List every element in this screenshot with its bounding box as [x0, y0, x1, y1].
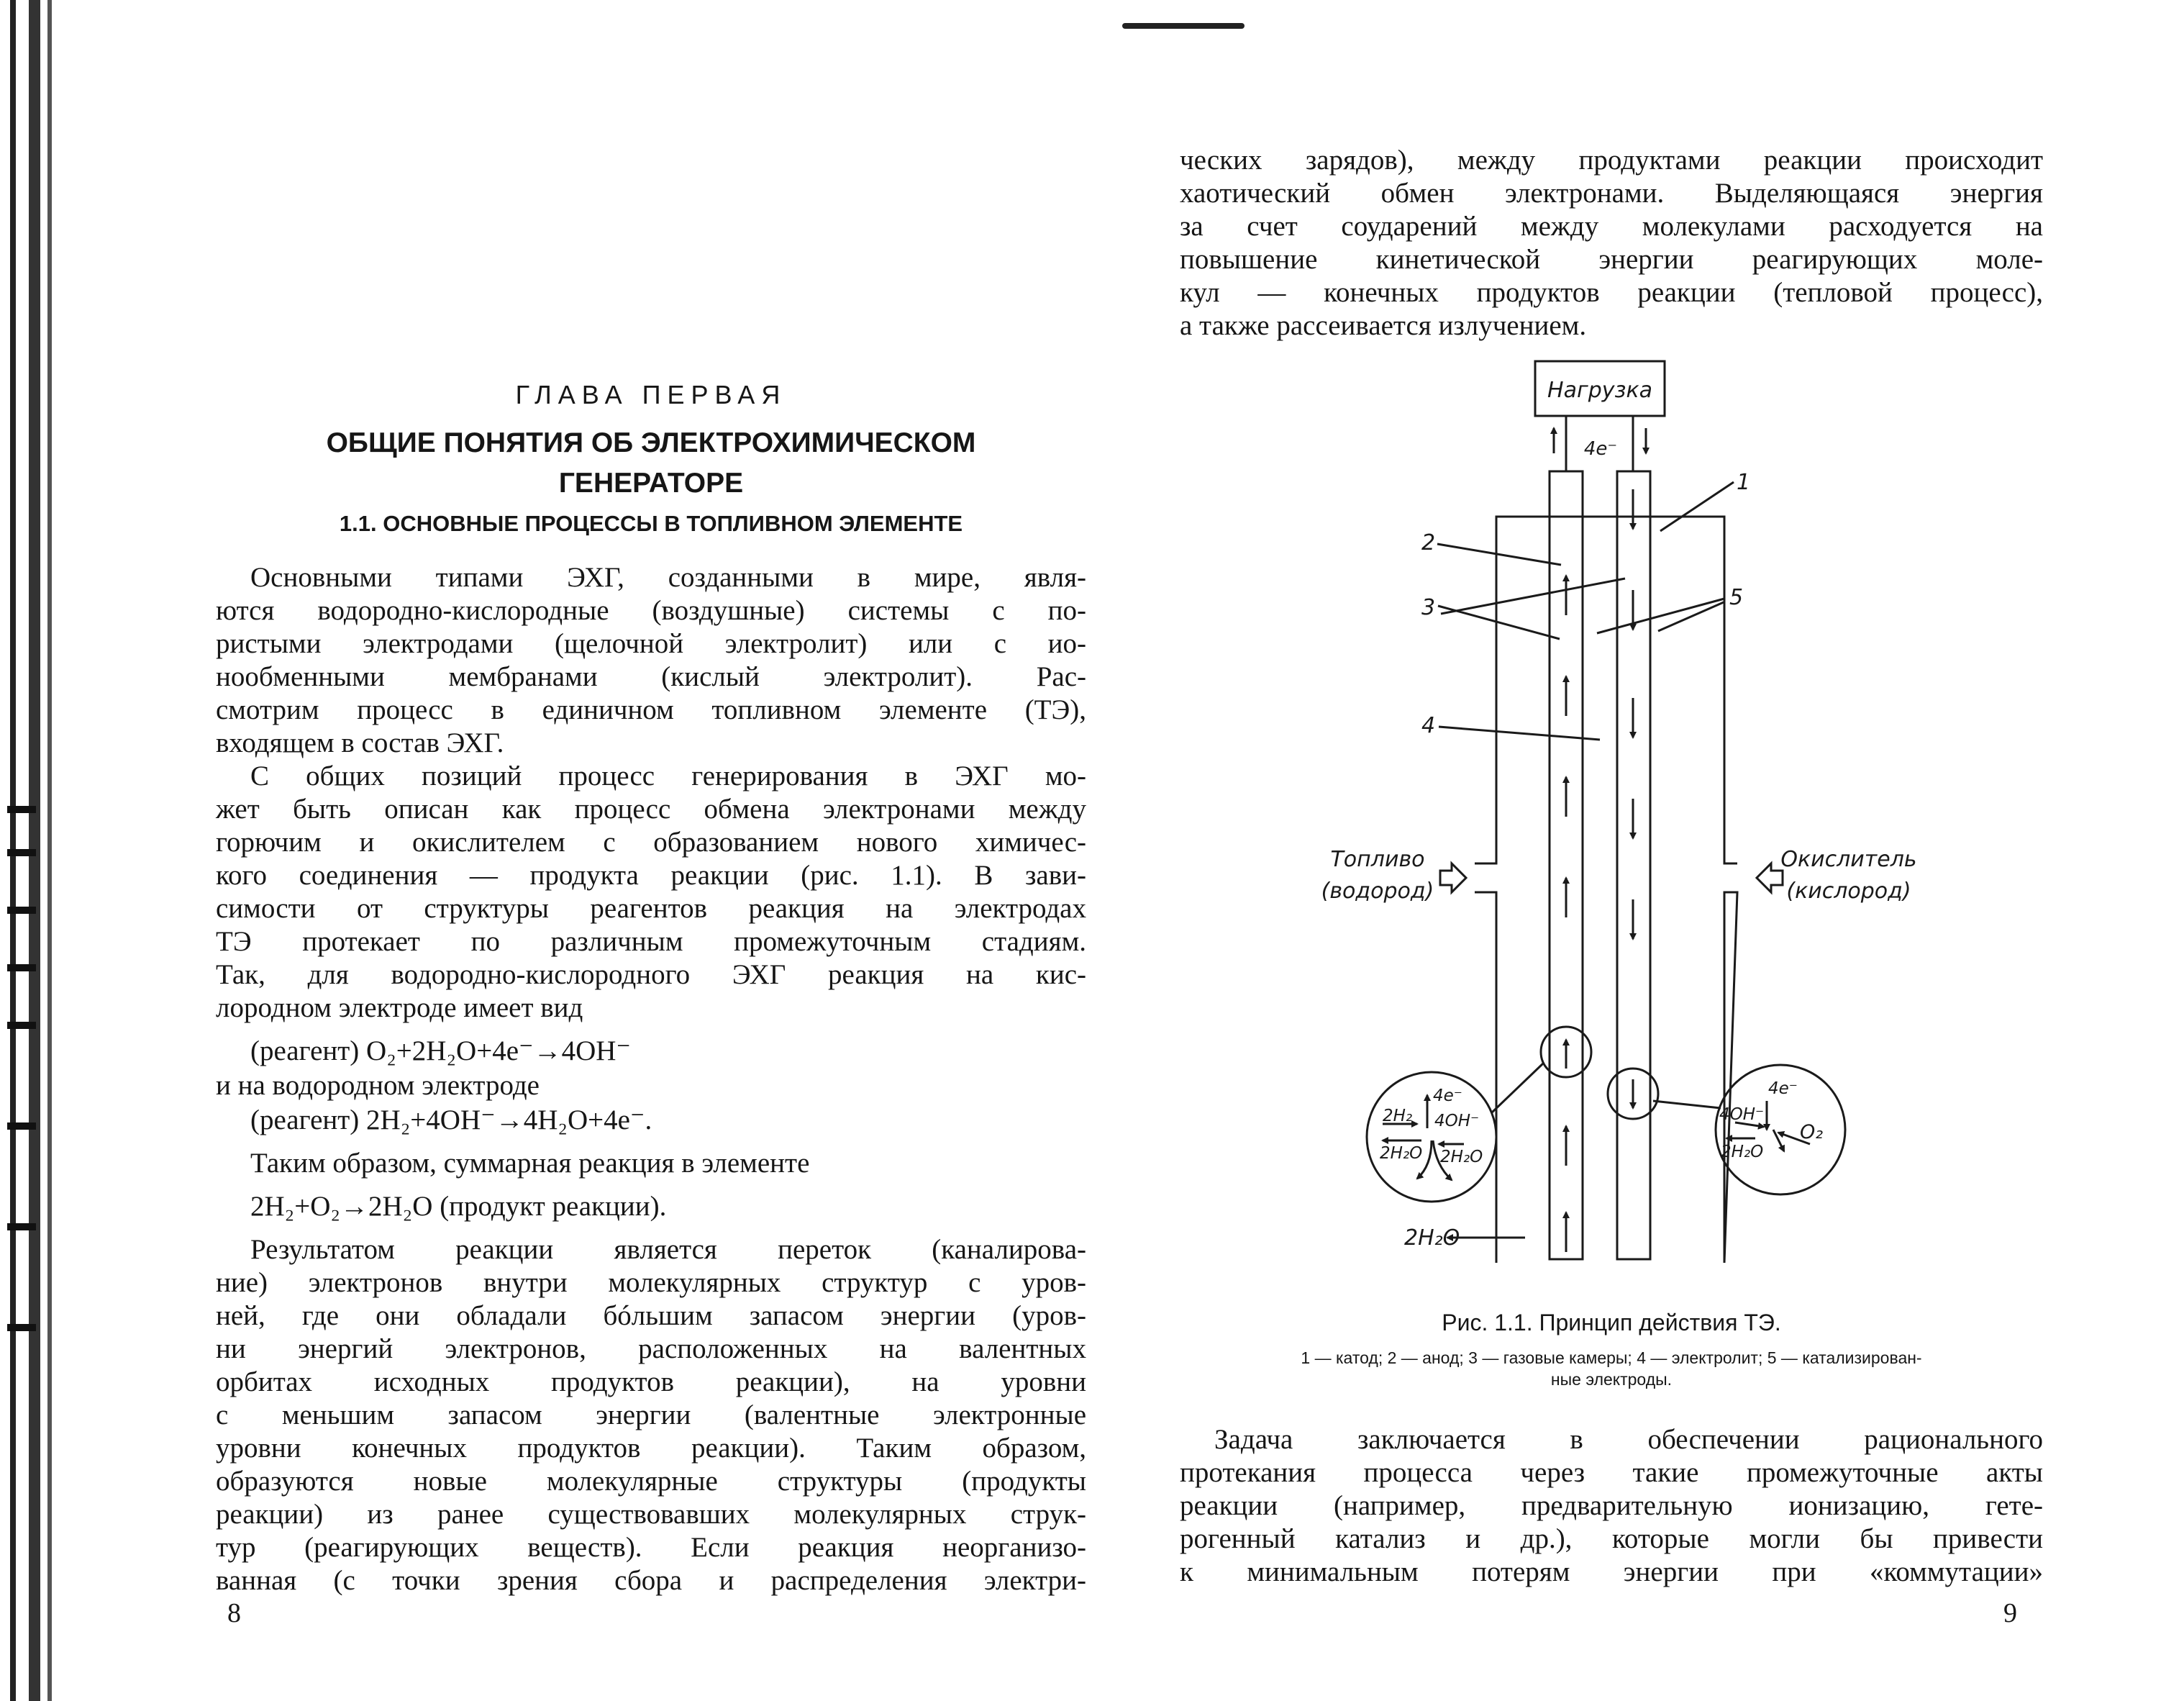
right-detail-label: O₂ — [1800, 1121, 1824, 1143]
text-line: ванная (с точки зрения сбора и распределения электри- — [216, 1565, 1086, 1596]
text-line: Задача заключается в обеспечении рационального — [1214, 1424, 2043, 1455]
text-line: симости от структуры реагентов реакция на электродах — [216, 893, 1086, 924]
left-detail-label: 4OH⁻ — [1434, 1112, 1480, 1130]
callout-number: 4 — [1421, 713, 1436, 738]
text-line: кул — конечных продуктов реакции (тепловой процесс), — [1180, 277, 2043, 308]
binding-mark — [7, 907, 36, 914]
text-line: протекания процесса через такие промежуточные акты — [1180, 1457, 2043, 1488]
text-line: входящем в состав ЭХГ. — [216, 727, 504, 758]
left-detail-label: 2H₂O — [1380, 1144, 1423, 1163]
figure-legend — [1180, 1347, 2043, 1390]
text-line: ческих зарядов), между продуктами реакции происходит — [1180, 145, 2043, 176]
binding-mark — [7, 849, 36, 856]
right-detail-label: 4e⁻ — [1768, 1079, 1798, 1098]
text-line: ТЭ протекает по различным промежуточным стадиям. — [216, 926, 1086, 957]
water-out-label: 2H₂O — [1404, 1225, 1460, 1251]
right-page — [1180, 0, 2043, 1701]
callout-number: 5 — [1729, 585, 1744, 610]
left-page — [216, 0, 1086, 1701]
fuel-label: Топливо — [1330, 847, 1425, 872]
text-line: образуются новые молекулярные структуры (продукты — [216, 1466, 1086, 1497]
chapter-number: ГЛАВА ПЕРВАЯ — [515, 380, 787, 409]
book-binding-edge — [0, 0, 65, 1701]
figure-legend-line: ные электроды. — [1550, 1370, 1673, 1389]
binding-mark — [7, 806, 36, 813]
right-top-text — [1180, 144, 2043, 343]
right-detail-label: 2H₂O — [1721, 1143, 1764, 1161]
anode-reaction-detail — [1367, 1072, 1496, 1202]
text-line: С общих позиций процесс генерирования в ЭХГ мо- — [250, 761, 1086, 791]
right-bottom-text — [1180, 1423, 2043, 1589]
text-line: рогенный катализ и др.), которые могли бы привести — [1180, 1523, 2043, 1554]
text-line: Таким образом, суммарная реакция в элементе — [250, 1148, 810, 1179]
oxidizer-label-sub: (кислород) — [1786, 879, 1911, 904]
text-line: ристыми электродами (щелочной электролит) или с ио- — [216, 628, 1086, 659]
oxidizer-inlet-arrow — [1757, 863, 1783, 892]
binding-mark — [7, 1223, 36, 1230]
text-line: хаотический обмен электронами. Выделяющаяся энергия — [1180, 178, 2043, 209]
text-line: реакции) из ранее существовавших молекулярных струк- — [216, 1499, 1086, 1530]
text-line: за счет соударений между молекулами расходуется на — [1180, 211, 2043, 242]
formula-total-reaction: 2H₂+O₂→2H₂O (продукт реакции). — [250, 1191, 667, 1222]
text-line: смотрим процесс в единичном топливном элементе (ТЭ), — [216, 694, 1086, 725]
text-line: ются водородно-кислородные (воздушные) системы с по- — [216, 595, 1086, 626]
load-label: Нагрузка — [1547, 378, 1652, 403]
callout-number: 3 — [1421, 595, 1436, 620]
right-detail-label: 4OH⁻ — [1719, 1105, 1765, 1124]
left-detail-label: 2H₂ — [1383, 1107, 1413, 1125]
text-line: горючим и окислителем с образованием нового химичес- — [216, 827, 1086, 858]
page-number: 9 — [2003, 1598, 2017, 1628]
chapter-title-line: ГЕНЕРАТОРЕ — [558, 468, 744, 499]
fuel-cell-diagram — [1180, 360, 2043, 1288]
callout-number: 2 — [1421, 530, 1436, 555]
left-detail-label: 2H₂O — [1440, 1148, 1483, 1166]
text-line: а также рассеивается излучением. — [1180, 310, 1587, 341]
text-line: ни энергий электронов, расположенных на валентных — [216, 1333, 1086, 1364]
text-line: Основными типами ЭХГ, созданными в мире, явля- — [250, 562, 1086, 593]
chapter-title-line: ОБЩИЕ ПОНЯТИЯ ОБ ЭЛЕКТРОХИМИЧЕСКОМ — [326, 427, 976, 458]
chapter-title — [216, 423, 1086, 504]
binding-mark — [7, 1324, 36, 1331]
text-line: ние) электронов внутри молекулярных структур с уров- — [216, 1267, 1086, 1298]
text-line: к минимальным потерям энергии при «коммутации» — [1180, 1556, 2043, 1587]
text-line: орбитах исходных продуктов реакции), на уровни — [216, 1366, 1086, 1397]
text-line: кого соединения — продукта реакции (рис. 1.1). В зави- — [216, 860, 1086, 891]
binding-mark — [7, 964, 36, 971]
text-line: ней, где они обладали бóльшим запасом энергии (уров- — [216, 1300, 1086, 1331]
binding-mark — [7, 1022, 36, 1029]
electron-flow-label: 4e⁻ — [1583, 438, 1618, 460]
formula-oxygen-electrode: (реагент) O₂+2H₂O+4e⁻→4OH⁻ — [250, 1035, 632, 1066]
formula-hydrogen-electrode: (реагент) 2H₂+4OH⁻→4H₂O+4e⁻. — [250, 1104, 652, 1135]
fuel-inlet-arrow — [1440, 863, 1466, 892]
binding-mark — [7, 1122, 36, 1130]
fuel-label-sub: (водород) — [1321, 879, 1434, 904]
fuel-cell-figure — [1180, 360, 2043, 1288]
text-line: уровни конечных продуктов реакции). Таким образом, — [216, 1433, 1086, 1464]
text-line: лородном электроде имеет вид — [216, 992, 583, 1023]
callout-number: 1 — [1737, 470, 1751, 495]
page-number: 8 — [227, 1598, 241, 1628]
section-title: 1.1. ОСНОВНЫЕ ПРОЦЕССЫ В ТОПЛИВНОМ ЭЛЕМЕНТЕ — [339, 511, 963, 536]
text-line: повышение кинетической энергии реагирующих моле- — [1180, 244, 2043, 275]
text-line: реакции (например, предварительную ионизацию, гете- — [1180, 1490, 2043, 1521]
left-body-text — [216, 561, 1086, 1597]
figure-caption: Рис. 1.1. Принцип действия ТЭ. — [1442, 1310, 1781, 1335]
oxidizer-label: Окислитель — [1780, 847, 1917, 872]
cathode-electrode — [1617, 471, 1650, 1259]
cell-housing — [1475, 517, 1737, 1263]
figure-legend-line: 1 — катод; 2 — анод; 3 — газовые камеры; 4 — электролит; 5 — катализирован- — [1301, 1348, 1922, 1367]
text-line: нообменными мембранами (кислый электролит). Рас- — [216, 661, 1086, 692]
text-line: Так, для водородно-кислородного ЭХГ реакция на кис- — [216, 959, 1086, 990]
text-line: с меньшим запасом энергии (валентные электронные — [216, 1400, 1086, 1430]
text-line: и на водородном электроде — [216, 1070, 540, 1101]
left-detail-label: 4e⁻ — [1433, 1087, 1462, 1105]
text-line: жет быть описан как процесс обмена электронами между — [216, 794, 1086, 825]
text-line: Результатом реакции является переток (каналирова- — [250, 1234, 1086, 1265]
text-line: тур (реагирующих веществ). Если реакция неорганизо- — [216, 1532, 1086, 1563]
